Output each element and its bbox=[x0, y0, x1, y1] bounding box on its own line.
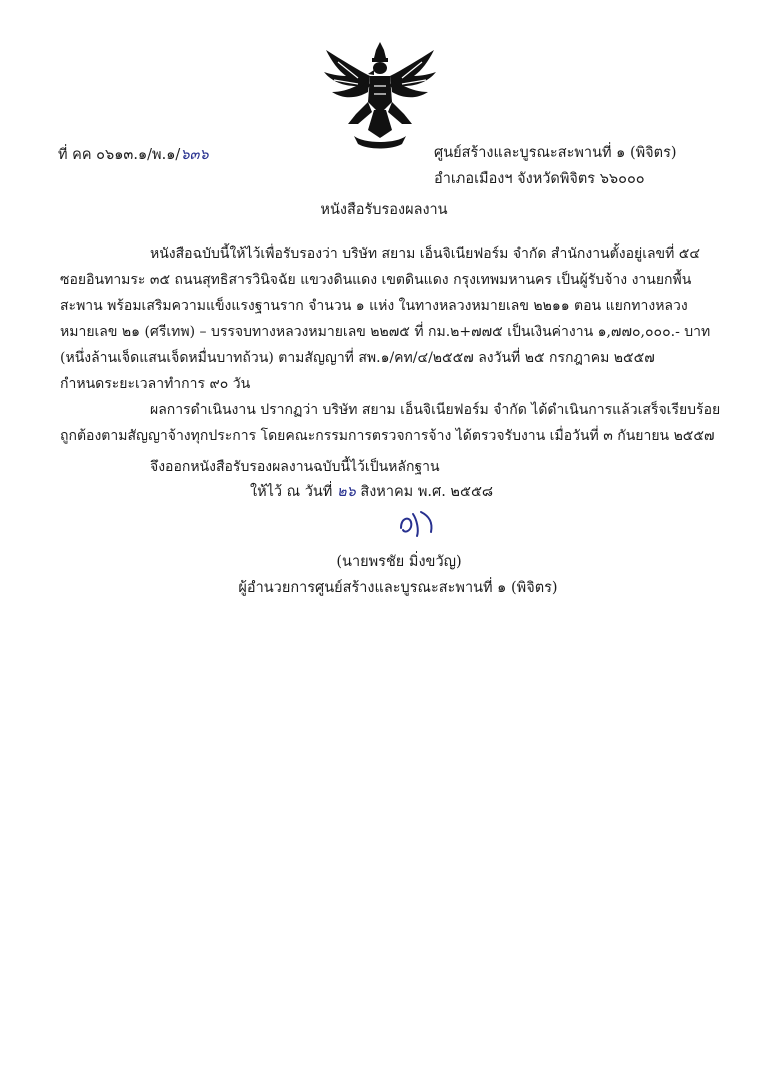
office-address: อำเภอเมืองฯ จังหวัดพิจิตร ๖๖๐๐๐ bbox=[434, 171, 645, 187]
paragraph1-line-6: กำหนดระยะเวลาทำการ ๙๐ วัน bbox=[60, 376, 251, 392]
paragraph1-line-4: หมายเลข ๒๑ (ศรีเทพ) – บรรจบทางหลวงหมายเลข ๒๒๗๕ ที่ กม.๒+๗๗๕ เป็นเงินค่างาน ๑,๗๗๐,๐๐๐.- บาท bbox=[60, 324, 711, 340]
given-date-prefix: ให้ไว้ ณ วันที่ bbox=[250, 484, 333, 500]
paragraph2-line-2: ถูกต้องตามสัญญาจ้างทุกประการ โดยคณะกรรมการตรวจการจ้าง ได้ตรวจรับงาน เมื่อวันที่ ๓ กันยายน ๒๕๕๗ bbox=[60, 428, 715, 444]
given-date-suffix: สิงหาคม พ.ศ. ๒๕๕๘ bbox=[360, 484, 494, 500]
paragraph1-line-5: (หนึ่งล้านเจ็ดแสนเจ็ดหมื่นบาทถ้วน) ตามสัญญาที่ สพ.๑/คท/๔/๒๕๕๗ ลงวันที่ ๒๕ กรกฎาคม ๒๕๕๗ bbox=[60, 350, 655, 366]
reference-prefix: ที่ คค ๐๖๑๓.๑/พ.๑/ bbox=[58, 147, 181, 163]
paragraph1-line-1: หนังสือฉบับนี้ให้ไว้เพื่อรับรองว่า บริษัท สยาม เอ็นจิเนียฟอร์ม จำกัด สำนักงานตั้งอยู่เลขที่ ๕๔ bbox=[150, 246, 700, 262]
given-date-day: ๒๖ bbox=[336, 484, 356, 500]
closing-statement: จึงออกหนังสือรับรองผลงานฉบับนี้ไว้เป็นหลักฐาน bbox=[150, 459, 440, 475]
reference-number bbox=[58, 143, 209, 166]
office-name: ศูนย์สร้างและบูรณะสะพานที่ ๑ (พิจิตร) bbox=[434, 145, 677, 161]
document-title: หนังสือรับรองผลงาน bbox=[320, 202, 448, 218]
reference-handwritten-number: ๖๓๖ bbox=[180, 147, 209, 163]
garuda-emblem-icon bbox=[318, 40, 442, 152]
paragraph1-line-2: ซอยอินทามระ ๓๕ ถนนสุทธิสารวินิจฉัย แขวงดินแดง เขตดินแดง กรุงเทพมหานคร เป็นผู้รับจ้าง งานยกพื้น bbox=[60, 272, 692, 288]
paragraph1-line-3: สะพาน พร้อมเสริมความแข็งแรงฐานราก จำนวน ๑ แห่ง ในทางหลวงหมายเลข ๒๒๑๑ ตอน แยกทางหลวง bbox=[60, 298, 688, 314]
handwritten-signature bbox=[395, 508, 441, 538]
paragraph2-line-1: ผลการดำเนินงาน ปรากฏว่า บริษัท สยาม เอ็นจิเนียฟอร์ม จำกัด ได้ดำเนินการแล้วเสร็จเรียบร้อย bbox=[150, 402, 721, 418]
signatory-name: (นายพรชัย มิ่งขวัญ) bbox=[336, 554, 462, 570]
given-date bbox=[250, 480, 493, 503]
office-address-block bbox=[434, 140, 677, 192]
signatory-title: ผู้อำนวยการศูนย์สร้างและบูรณะสะพานที่ ๑ (พิจิตร) bbox=[238, 580, 558, 596]
